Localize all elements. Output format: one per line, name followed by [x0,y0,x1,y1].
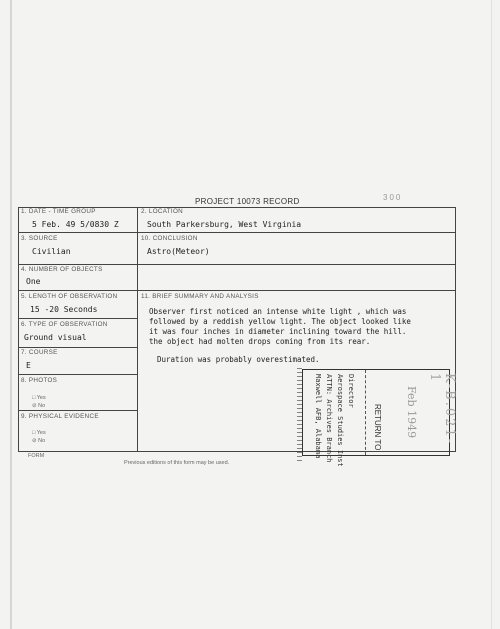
source-label: 3. SOURCE [21,235,58,242]
row-divider [18,290,456,291]
objects-label: 4. NUMBER OF OBJECTS [21,266,103,273]
return-to-label: RETURN TO [373,404,382,451]
stamp-address-line: Maxwell AFB, Alabama [314,374,322,459]
column-divider [137,207,138,452]
length-value: 15 -20 Seconds [30,305,98,314]
photos-label: 8. PHOTOS [21,377,58,384]
objects-value: One [26,277,41,286]
summary-line: the object had molten drops coming from its rear. [149,337,371,346]
stamp-address-line: Aerospace Studies Inst [336,374,344,467]
location-label: 2. LOCATION [141,208,184,215]
conclusion-value: Astro(Meteor) [147,247,210,256]
location-value: South Parkersburg, West Virginia [147,220,302,229]
row-divider [18,374,138,375]
type-label: 6. TYPE OF OBSERVATION [21,321,108,328]
summary-line: it was four inches in diameter inclining toward the hill. [149,327,407,336]
row-divider [18,347,138,348]
form-border-left [18,207,19,452]
type-value: Ground visual [24,333,87,342]
stamp-address-line: Director [347,374,355,408]
form-footer-edition: Previous editions of this form may be used. [124,460,230,466]
source-value: Civilian [32,247,71,256]
row-divider [18,232,456,233]
summary-label: 11. BRIEF SUMMARY AND ANALYSIS [141,293,259,300]
stamp-address-line: ATTN: Archives Branch [325,374,333,463]
length-label: 5. LENGTH OF OBSERVATION [21,293,118,300]
conclusion-label: 10. CONCLUSION [141,235,198,242]
summary-line: followed by a reddish yellow light. The object looked like [149,317,411,326]
row-divider [18,410,138,411]
handwritten-date: Feb 1949 [405,386,418,439]
date-value: 5 Feb. 49 5/0830 Z [32,220,119,229]
course-label: 7. COURSE [21,349,58,356]
record-title: PROJECT 10073 RECORD [195,197,300,206]
evidence-label: 9. PHYSICAL EVIDENCE [21,413,99,420]
stamp-address-box [303,370,366,467]
handwritten-code: K-B.021-1 [427,373,457,446]
course-value: E [26,361,31,370]
form-footer-label: FORM [28,453,45,459]
handwritten-number: 300 [383,193,403,202]
summary-line: Observer first noticed an intense white light , which was [149,307,407,316]
summary-text [149,307,439,365]
evidence-yes-checkbox: □ Yes [32,430,46,436]
photos-yes-checkbox: □ Yes [32,395,46,401]
photos-no-checkbox: ⊘ No [32,403,46,409]
return-stamp [302,369,457,467]
summary-note: Duration was probably overestimated. [157,355,320,364]
row-divider [18,264,456,265]
evidence-no-checkbox: ⊘ No [32,438,46,444]
row-divider [18,318,138,319]
date-label: 1. DATE - TIME GROUP [21,208,96,215]
